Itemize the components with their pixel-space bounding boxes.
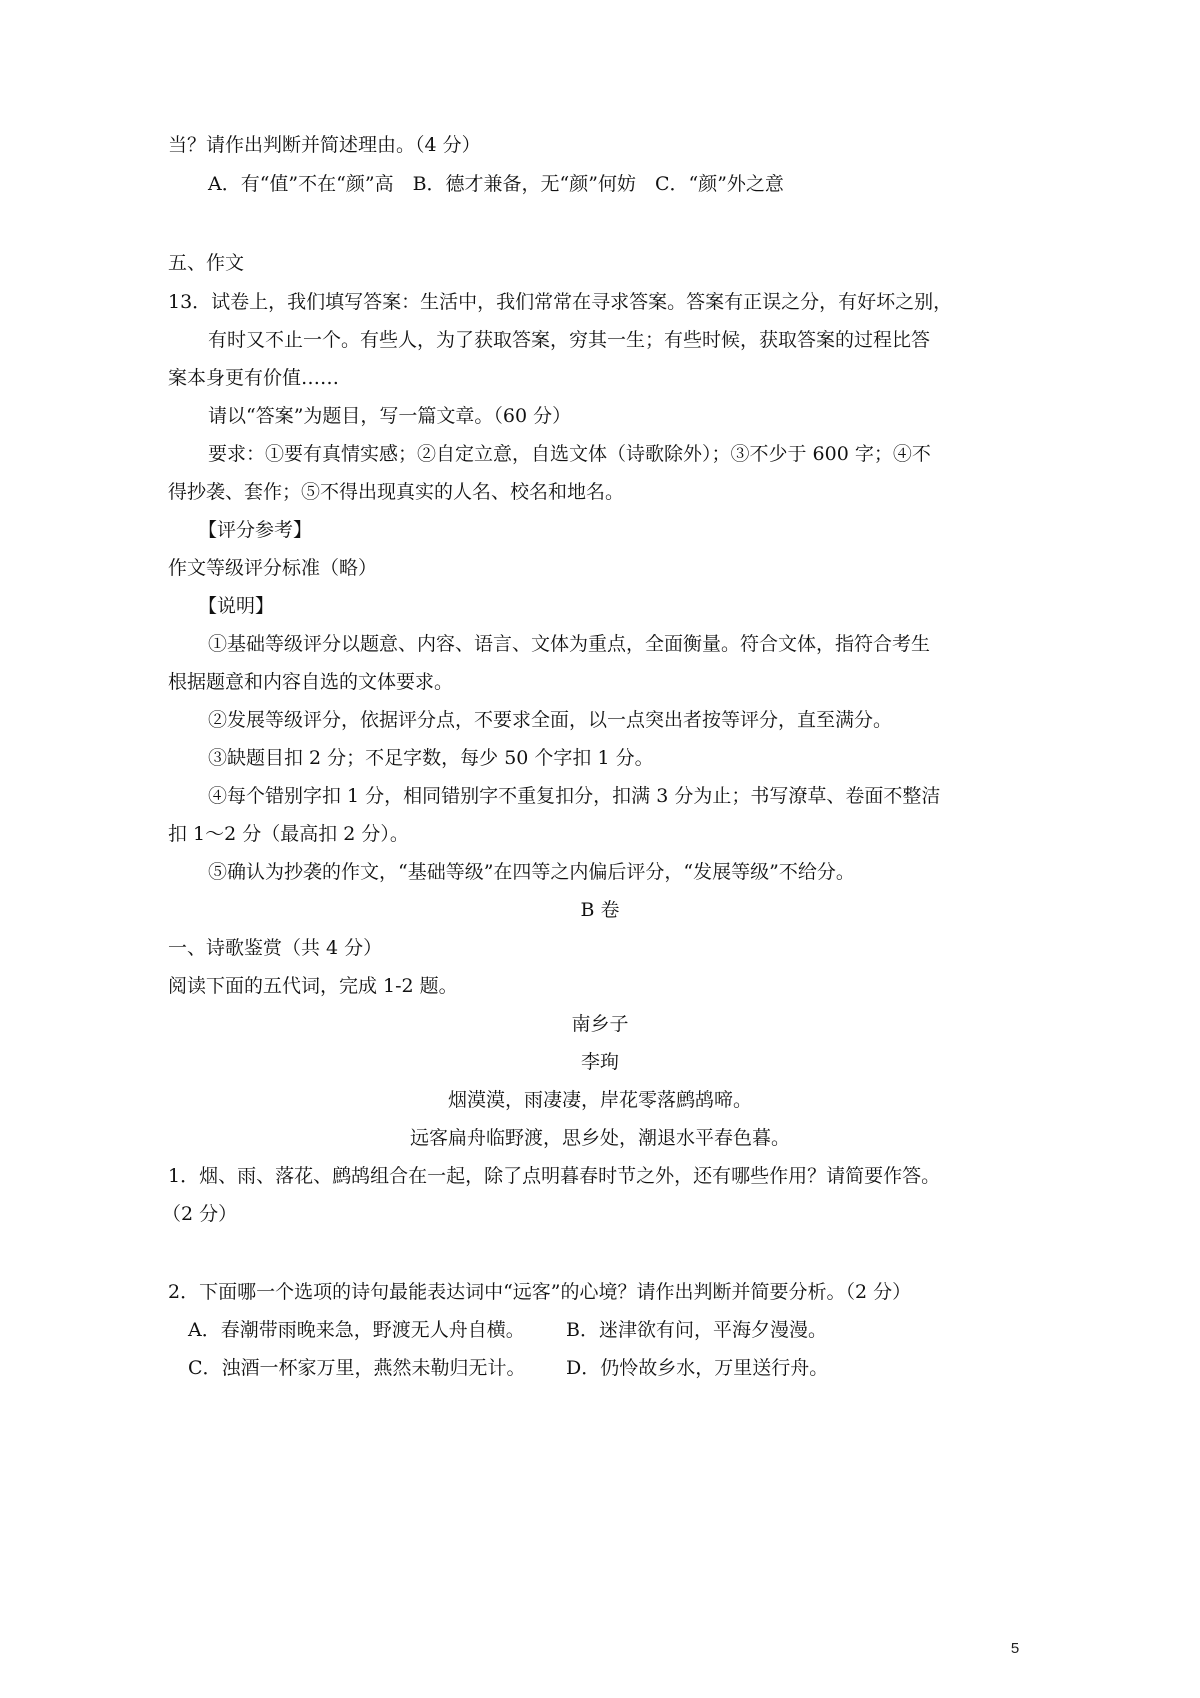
note-1b: 根据题意和内容自选的文体要求。 [168,671,454,693]
q13-requirements-1: 要求：①要有真情实感；②自定立意，自选文体（诗歌除外）；③不少于 600 字；④不 [208,443,931,465]
q13-line-1: 13．试卷上，我们填写答案：生活中，我们常常在寻求答案。答案有正误之分，有好坏之别， [168,291,953,313]
b-q2-option-c: C．浊酒一杯家万里，燕然未勒归无计。 [188,1357,526,1379]
poem-line-2: 远客扁舟临野渡，思乡处，潮退水平春色暮。 [409,1127,790,1149]
note-2: ②发展等级评分，依据评分点，不要求全面，以一点突出者按等评分，直至满分。 [208,709,893,731]
b-instruction: 阅读下面的五代词，完成 1-2 题。 [168,975,458,997]
b-question-2: 2．下面哪一个选项的诗句最能表达词中“远客”的心境？请作出判断并简要分析。（2 分） [168,1281,912,1303]
note-5: ⑤确认为抄袭的作文，“基础等级”在四等之内偏后评分，“发展等级”不给分。 [208,861,855,883]
prev-question-tail: 当？请作出判断并简述理由。（4 分） [168,134,481,156]
grading-reference-heading: 【评分参考】 [198,519,313,541]
note-heading: 【说明】 [198,595,275,617]
q13-line-2: 有时又不止一个。有些人，为了获取答案，穷其一生；有些时候，获取答案的过程比答 [208,329,931,351]
poem-author: 李珣 [580,1051,619,1073]
page-number: 5 [1010,1640,1020,1657]
b-question-1a: 1．烟、雨、落花、鹧鸪组合在一起，除了点明暮春时节之外，还有哪些作用？请简要作答。 [168,1165,941,1187]
note-4a: ④每个错别字扣 1 分，相同错别字不重复扣分，扣满 3 分为止；书写潦草、卷面不整洁 [208,785,941,807]
b-q2-option-a: A．春潮带雨晚来急，野渡无人舟自横。 [188,1319,525,1341]
b-volume-title: B 卷 [580,899,620,921]
note-4b: 扣 1～2 分（最高扣 2 分）。 [168,823,409,845]
b-q2-option-d: D．仍怜故乡水，万里送行舟。 [566,1357,829,1379]
note-3: ③缺题目扣 2 分；不足字数，每少 50 个字扣 1 分。 [208,747,654,769]
grading-standard: 作文等级评分标准（略） [168,557,378,579]
q13-requirements-2: 得抄袭、套作；⑤不得出现真实的人名、校名和地名。 [168,481,625,503]
q13-line-3: 案本身更有价值…… [168,367,340,389]
b-question-1b: （2 分） [162,1203,238,1225]
q13-prompt: 请以“答案”为题目，写一篇文章。（60 分） [208,405,572,427]
prev-question-options: A．有“值”不在“颜”高 B．德才兼备，无“颜”何妨 C．“颜”外之意 [208,173,784,195]
b-q2-option-b: B．迷津欲有问，平海夕漫漫。 [566,1319,827,1341]
note-1a: ①基础等级评分以题意、内容、语言、文体为重点，全面衡量。符合文体，指符合考生 [208,633,931,655]
poem-title: 南乡子 [571,1013,629,1035]
poem-line-1: 烟漠漠，雨凄凄，岸花零落鹧鸪啼。 [447,1089,752,1111]
b-section-1-title: 一、诗歌鉴赏（共 4 分） [168,937,383,959]
section-five-title: 五、作文 [168,252,245,274]
